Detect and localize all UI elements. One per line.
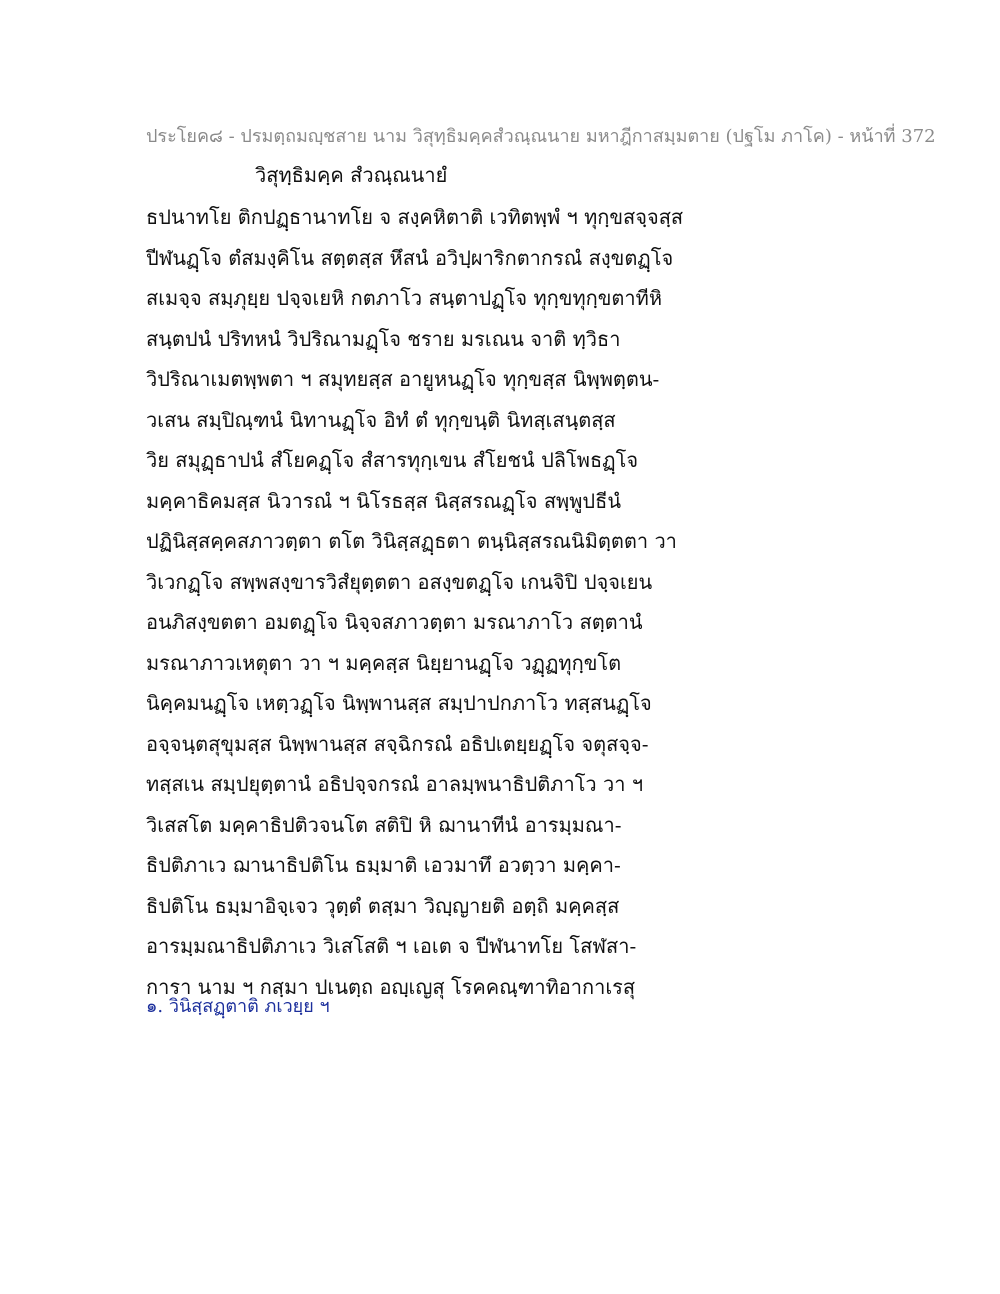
text-line: อจฺจนฺตสุขุมสฺส นิพฺพานสฺส สจฺฉิกรณํ อธิปเตยฺยฏฺโจ จตุสจฺจ-	[146, 731, 649, 756]
text-line: ธิปติโน ธมฺมาอิจฺเจว วุตฺตํ ตสฺมา วิญฺญายติ อตฺถิ มคฺคสฺส	[146, 893, 620, 918]
text-line: นิคฺคมนฏฺโจ เหตฺวฏฺโจ นิพฺพานสฺส สมฺปาปกภาโว ทสฺสนฏฺโจ	[146, 691, 652, 715]
text-line: ปีฬนฏฺโจ ตํสมงฺคิโน สตฺตสฺส หึสนํ อวิปฺผาริกตากรณํ สงฺขตฏฺโจ	[146, 245, 674, 270]
text-line: ทสฺสเน สมฺปยุตฺตานํ อธิปจฺจกรณํ อาลมฺพนาธิปติภาโว วา ฯ	[146, 772, 644, 796]
text-line: วิย สมุฏฺธาปนํ สํโยคฏฺโจ สํสารทุกฺเขน สํโยชนํ ปลิโพธฏฺโจ	[146, 448, 639, 472]
text-line: ธิปติภาเว ฌานาธิปติโน ธมฺมาติ เอวมาทึ อวตฺวา มคฺคา-	[146, 853, 621, 877]
text-line: ธปนาทโย ติกปฏฺธานาทโย จ สงฺคหิตาติ เวทิตพฺพํ ฯ ทุกฺขสจฺจสฺส	[146, 205, 684, 229]
text-line: สเมจฺจ สมฺภุยฺย ปจฺจเยหิ กตภาโว สนฺตาปฏฺโจ ทุกฺขทุกฺขตาทีหิ	[146, 286, 663, 310]
body-text	[146, 197, 706, 1007]
text-line: มรณาภาวเหตุตา วา ฯ มคฺคสฺส นิยฺยานฏฺโจ วฏฺฏทุกฺขโต	[146, 650, 622, 675]
text-line: การา นาม ฯ กสฺมา ปเนตฺถ อญฺเญสุ โรคคณฺฑาทิอากาเรสุ	[146, 974, 636, 999]
text-line: วิเวกฏฺโจ สพฺพสงฺขารวิสํยุตฺตตา อสงฺขตฏฺโจ เกนจิปิ ปจฺจเยน	[146, 569, 653, 594]
footnote: ๑. วินิสฺสฏฺตาติ ภเวยฺย ฯ	[146, 996, 330, 1017]
text-line: อนภิสงฺขตตา อมตฏฺโจ นิจฺจสภาวตฺตา มรณาภาโว สตฺตานํ	[146, 610, 643, 634]
text-line: อารมฺมณาธิปติภาเว วิเสโสติ ฯ เอเต จ ปีฬนาทโย โสฬสา-	[146, 934, 637, 958]
text-line: ปฏินิสฺสคฺคสภาวตฺตา ตโต วินิสฺสฏฺธตา ตนฺนิสฺสรณนิมิตฺตตา วา	[146, 529, 677, 553]
page-header: ประโยค๘ - ปรมตฺถมญฺชสาย นาม วิสุทฺธิมคฺคสํวณฺณนาย มหาฎีกาสมฺมตาย (ปฐโม ภาโค) - หน้าที่ 372	[146, 126, 936, 147]
text-line: วิปริณาเมตพฺพตา ฯ สมุทยสฺส อายูหนฏฺโจ ทุกฺขสฺส นิพฺพตฺตน-	[146, 367, 660, 391]
text-line: มคฺคาธิคมสฺส นิวารณํ ฯ นิโรธสฺส นิสฺสรณฏฺโจ สพฺพูปธีนํ	[146, 488, 621, 513]
text-line: วเสน สมฺปิณฺฑนํ นิทานฏฺโจ อิทํ ตํ ทุกฺขนฺติ นิทสฺเสนฺตสฺส	[146, 407, 616, 432]
text-line: วิเสสโต มคฺคาธิปติวจนโต สติปิ หิ ฌานาทีนํ อารมฺมณา-	[146, 812, 622, 837]
section-title: วิสุทฺธิมคฺค สํวณฺณนายํ	[255, 163, 448, 187]
text-line: สนฺตปนํ ปริทหนํ วิปริณามฏฺโจ ชราย มรเณน จาติ ทฺวิธา	[146, 326, 621, 351]
